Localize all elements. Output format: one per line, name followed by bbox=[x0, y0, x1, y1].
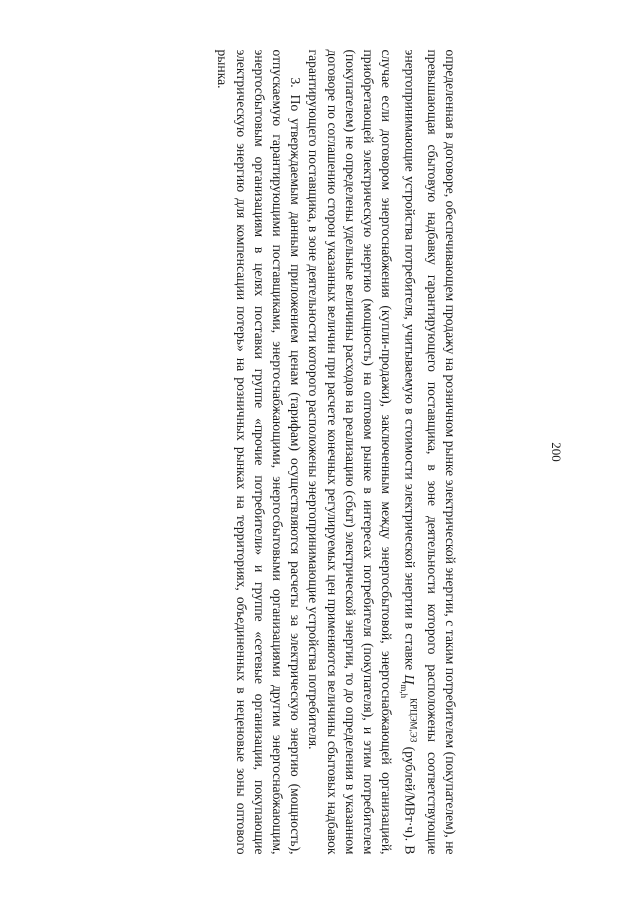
paragraph-1-text-end: (рублей/МВт·ч). В случае если договором энергоснабжения (купли-продажи), заключенным между энергосбытовой, энергоснабжающей организацией, приобретающей электрическую энергию (мощность) на оптовом рынке в интересах потребителя (покупателя), и этим потребителем (покупателем) не определены удельные величины расходов на реализацию (сбыт) электрической энергии, то до определения в указанном договоре по соглашению сторон указанных величин при расчете конечных регулируемых цен применяются величины сбытовых надбавок гарантирующего поставщика, в зоне деятельности которого расположены энергопринимающие устройства потребителя. bbox=[306, 49, 418, 855]
formula-subscript: m,h bbox=[399, 684, 410, 699]
price-formula bbox=[399, 674, 419, 743]
page-number: 200 bbox=[549, 442, 564, 462]
formula-base: Ц bbox=[402, 674, 418, 685]
document-body bbox=[213, 50, 459, 855]
paragraph-2: 3. По утверждаемым данным приложением ценам (тарифам) осуществляются расчеты за электрическую энергию (мощность), отпускаемую гарантирующими поставщиками, энергоснабжающими, энергосбытовыми организациями другим энергоснабжающим, энергосбытовым организациям в целях поставки группе «прочие потребители» и группе «сетевые организации, покупающие электрическую энергию для компенсации потерь» на розничных рынках на территориях, объединенных в неценовые зоны оптового рынка. bbox=[215, 49, 304, 855]
paragraph-1-text-start: определенная в договоре, обеспечивающем продажу на розничном рынке электрической энергии, с таким потребителем (покупателем), не превышающая сбытовую надбавку гарантирующего поставщика, в зоне деятельности которого расположены соответствующие энергопринимающие устройства потребителя, учитываемую в стоимости электрической энергии в ставке bbox=[402, 49, 458, 855]
paragraph-1 bbox=[304, 50, 459, 855]
formula-superscript: КРЦЭМ,ЭЗ bbox=[408, 698, 419, 743]
